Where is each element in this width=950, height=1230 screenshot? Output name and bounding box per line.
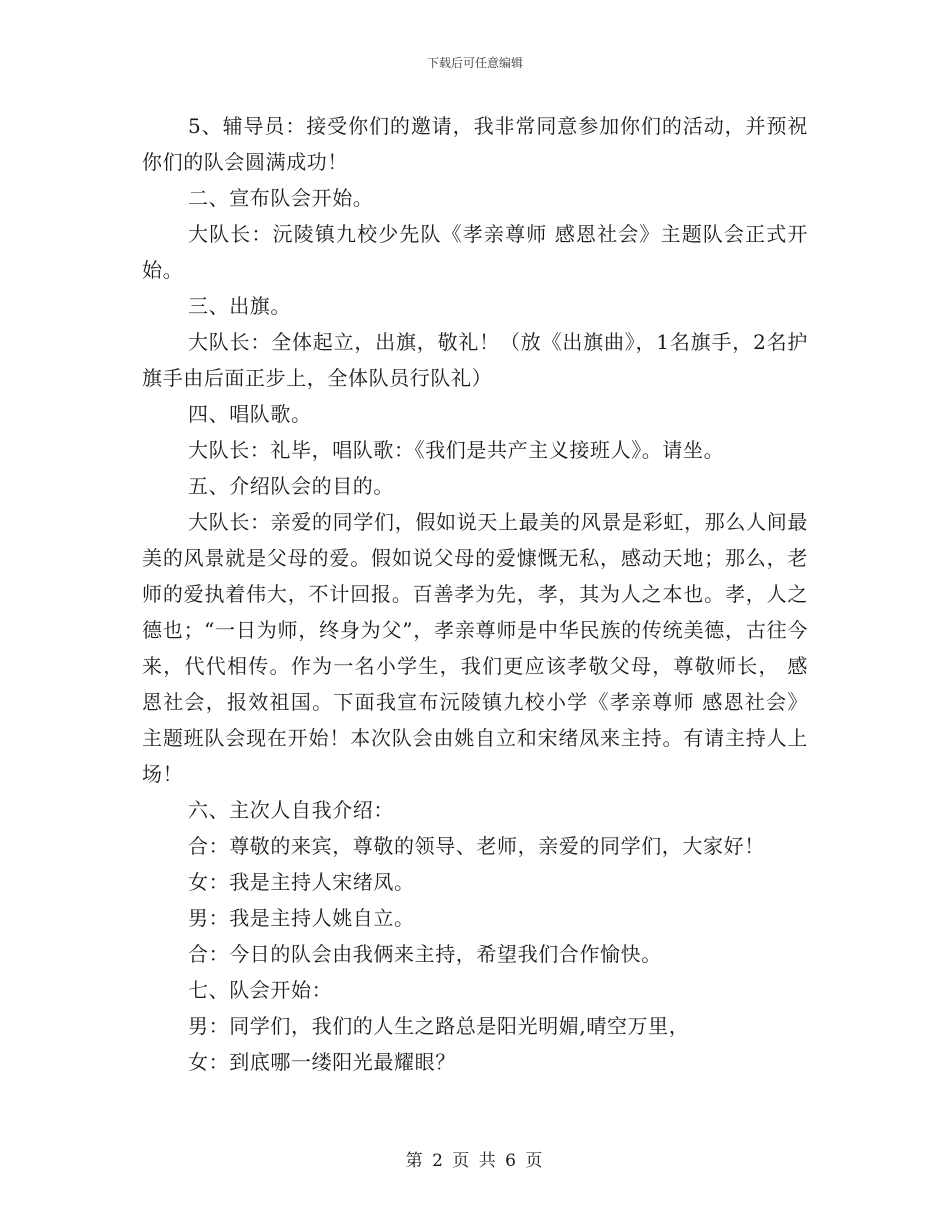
section-heading: 二、宣布队会开始。 [188,186,374,210]
paragraph: 大队长：沅陵镇九校少先队《孝亲尊师 感恩社会》主题队会正式开始。 [142,222,808,282]
paragraph: 女：我是主持人宋绪凤。 [188,870,415,894]
paragraph: 大队长：亲爱的同学们，假如说天上最美的风景是彩虹，那么人间最美的风景就是父母的爱。假如说父母的爱慷慨无私，感动天地；那么，老师的爱执着伟大，不计回报。百善孝为先，孝，其为人之本也。孝，人之德也；“一日为师，终身为父”，孝亲尊师是中华民族的传统美德，古往今来，代代相传。作为一名小学生，我们更应该孝敬父母，尊敬师长， 感恩社会，报效祖国。下面我宣布沅陵镇九校小学《孝亲尊师 感恩社会》主题班队会现在开始！本次队会由姚自立和宋绪凤来主持。有请主持人上场！ [142,510,808,786]
section-heading: 五、介绍队会的目的。 [188,474,394,498]
section-heading: 四、唱队歌。 [188,402,312,426]
section-heading: 六、主次人自我介绍： [188,798,394,822]
document-body [142,108,808,1080]
page-header-note: 下载后可任意编辑 [426,56,523,70]
paragraph: 5、辅导员：接受你们的邀请，我非常同意参加你们的活动，并预祝你们的队会圆满成功！ [142,114,808,174]
paragraph: 大队长：全体起立，出旗，敬礼！（放《出旗曲》，1名旗手，2名护旗手由后面正步上，全体队员行队礼） [142,330,808,390]
paragraph: 男：同学们，我们的人生之路总是阳光明媚,晴空万里， [188,1014,690,1038]
paragraph: 大队长：礼毕，唱队歌：《我们是共产主义接班人》。请坐。 [188,438,725,462]
section-heading: 七、队会开始： [188,978,333,1002]
section-heading: 三、出旗。 [188,294,291,318]
paragraph: 合：今日的队会由我俩来主持，希望我们合作愉快。 [188,942,662,966]
paragraph: 合：尊敬的来宾，尊敬的领导、老师，亲爱的同学们，大家好！ [188,834,765,858]
paragraph: 女：到底哪一缕阳光最耀眼？ [188,1050,456,1074]
paragraph: 男：我是主持人姚自立。 [188,906,415,930]
page-number: 第 2 页 共 6 页 [405,1151,545,1171]
